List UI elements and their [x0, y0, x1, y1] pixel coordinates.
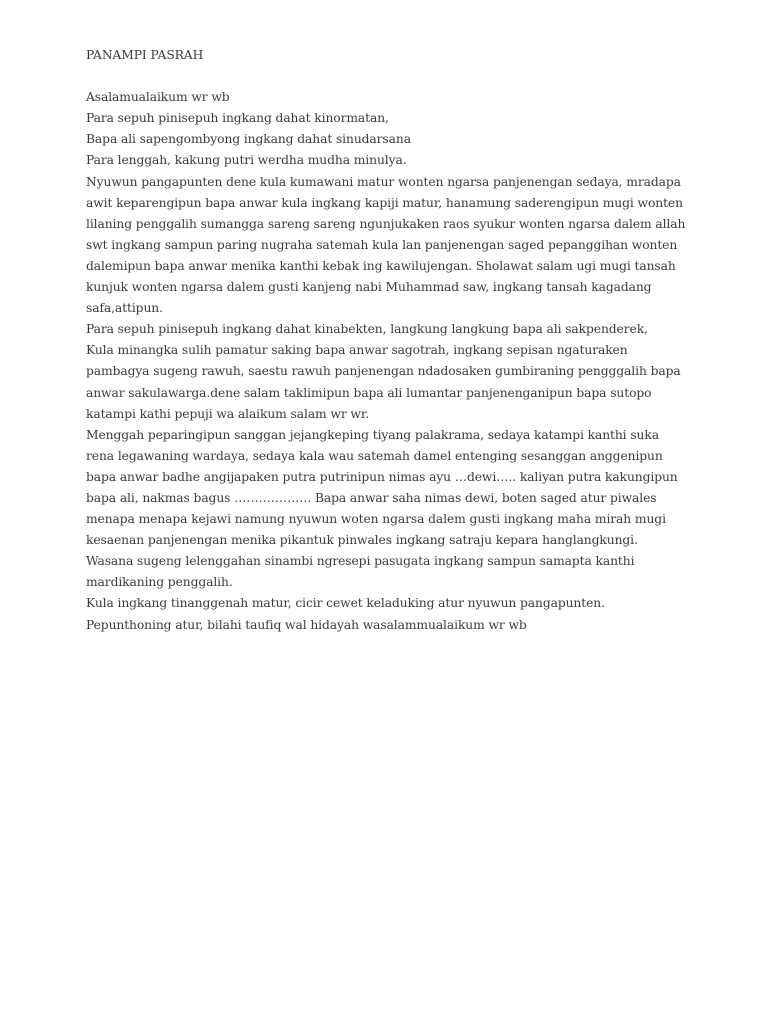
paragraph-apology: Kula ingkang tinanggenah matur, cicir cewet keladuking atur nyuwun pangapunten.	[86, 596, 605, 611]
document-title: PANAMPI PASRAH	[86, 48, 204, 62]
paragraph-salutation-family: Bapa ali sapengombyong ingkang dahat sinudarsana	[86, 132, 411, 147]
paragraph-welcome: Kula minangka sulih pamatur saking bapa anwar sagotrah, ingkang sepisan ngaturaken pambagya sugeng rawuh, saestu rawuh panjenengan ndadosaken gumbiraning pengggalih bapa anwar sakulawarga.dene salam taklimipun bapa ali lumantar panjenenganipun bapa sutopo katampi kathi pepuji wa alaikum salam wr wr.	[86, 343, 681, 421]
paragraph-greeting: Asalamualaikum wr wb	[86, 90, 230, 105]
paragraph-acceptance: Menggah peparingipun sanggan jejangkeping tiyang palakrama, sedaya katampi kanthi suka rena legawaning wardaya, sedaya kala wau satemah damel entenging sesanggan anggenipun bapa anwar badhe angijapaken putra putrinipun nimas ayu …dewi….. kaliyan putra kakungipun bapa ali, nakmas bagus ………………. Bapa anwar saha nimas dewi, boten saged atur piwales menapa menapa kejawi namung nyuwun woten ngarsa dalem gusti ingkang maha mirah mugi kesaenan panjenengan menika pikantuk pinwales ingkang satraju kepara hanglangkungi.	[86, 427, 678, 548]
paragraph-salutation-guests: Para lenggah, kakung putri werdha mudha minulya.	[86, 153, 407, 168]
paragraph-invitation: Wasana sugeng lelenggahan sinambi ngresepi pasugata ingkang sampun samapta kanthi mardikaning penggalih.	[86, 554, 635, 590]
paragraph-address-elders: Para sepuh pinisepuh ingkang dahat kinabekten, langkung langkung bapa ali sakpenderek,	[86, 322, 648, 337]
paragraph-salutation-elders: Para sepuh pinisepuh ingkang dahat kinormatan,	[86, 111, 389, 126]
paragraph-closing: Pepunthoning atur, bilahi taufiq wal hidayah wasalammualaikum wr wb	[86, 617, 527, 632]
paragraph-opening: Nyuwun pangapunten dene kula kumawani matur wonten ngarsa panjenengan sedaya, mradapa awit keparengipun bapa anwar kula ingkang kapiji matur, hanamung saderengipun mugi wonten lilaning penggalih sumangga sareng sareng ngunjukaken raos syukur wonten ngarsa dalem allah swt ingkang sampun paring nugraha satemah kula lan panjenengan saged pepanggihan wonten dalemipun bapa anwar menika kanthi kebak ing kawilujengan. Sholawat salam ugi mugi tansah kunjuk wonten ngarsa dalem gusti kanjeng nabi Muhammad saw, ingkang tansah kagadang safa,attipun.	[86, 174, 686, 316]
document-body	[86, 45, 686, 636]
blank-line	[86, 66, 686, 87]
